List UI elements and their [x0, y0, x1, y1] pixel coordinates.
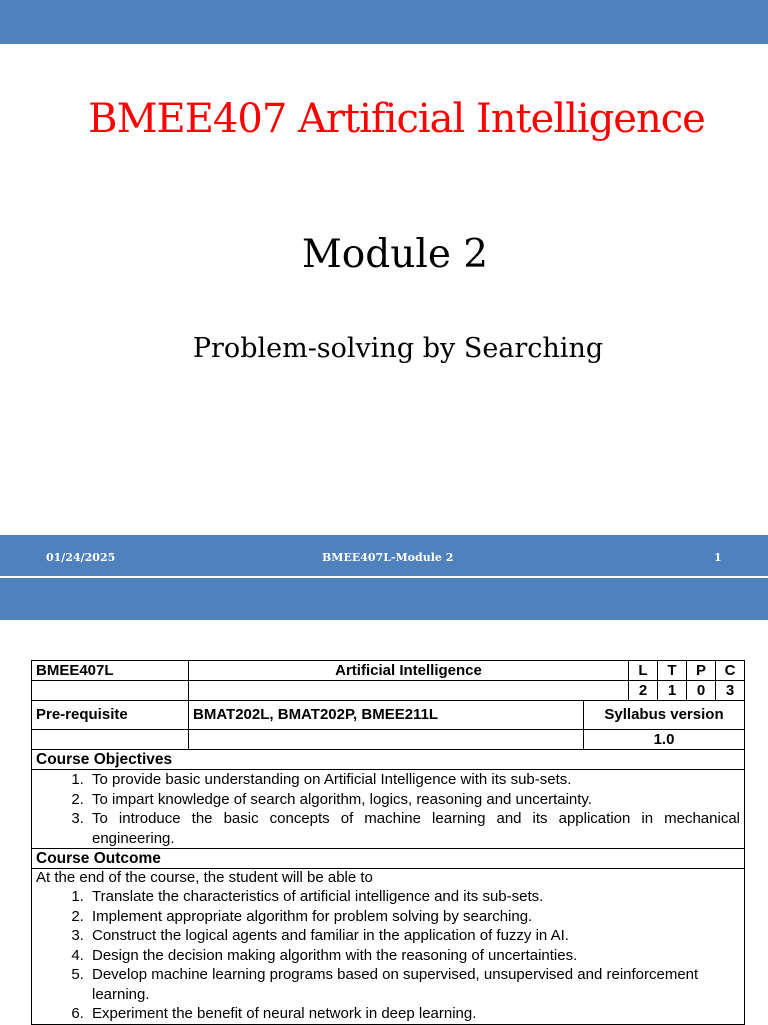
course-objectives-heading: Course Objectives — [32, 750, 745, 770]
slide-title: BMEE407 Artificial Intelligence — [88, 96, 705, 142]
outcome-header-row — [32, 849, 745, 869]
course-outcome-heading: Course Outcome — [32, 849, 745, 869]
objectives-list — [36, 770, 740, 848]
ltpc-header-c: C — [716, 661, 745, 681]
ltpc-value-c: 3 — [716, 681, 745, 701]
syllabus-version-row — [32, 730, 745, 750]
footer-date: 01/24/2025 — [46, 551, 116, 564]
course-code: BMEE407L — [32, 661, 189, 681]
outcomes-list — [36, 887, 740, 1024]
outcome-item: 6. Experiment the benefit of neural network in deep learning. — [88, 1004, 740, 1024]
objectives-header-row — [32, 750, 745, 770]
slide-top-bar — [0, 0, 768, 44]
objectives-row — [32, 770, 745, 849]
ltpc-value-t: 1 — [658, 681, 687, 701]
objective-item: 1. To provide basic understanding on Artificial Intelligence with its sub-sets. — [88, 770, 740, 790]
prereq-value: BMAT202L, BMAT202P, BMEE211L — [189, 701, 584, 730]
objective-item: 3. To introduce the basic concepts of machine learning and its application in mechanical engineering. — [88, 809, 740, 848]
ltpc-header-t: T — [658, 661, 687, 681]
outcome-item: 1. Translate the characteristics of artificial intelligence and its sub-sets. — [88, 887, 740, 907]
footer-page-number: 1 — [714, 551, 722, 564]
footer-title: BMEE407L-Module 2 — [322, 551, 454, 564]
ltpc-header-l: L — [629, 661, 658, 681]
module-heading: Module 2 — [301, 232, 489, 277]
objective-item: 2. To impart knowledge of search algorithm, logics, reasoning and uncertainty. — [88, 790, 740, 810]
course-title: Artificial Intelligence — [189, 661, 629, 681]
outcome-item: 2. Implement appropriate algorithm for problem solving by searching. — [88, 907, 740, 927]
syllabus-table — [31, 660, 745, 1025]
outcomes-row — [32, 869, 745, 1025]
ltpc-value-l: 2 — [629, 681, 658, 701]
prerequisite-row — [32, 701, 745, 730]
ltpc-header-p: P — [687, 661, 716, 681]
ltpc-values-row — [32, 681, 745, 701]
module-topic: Problem-solving by Searching — [192, 333, 604, 364]
slide-footer — [0, 535, 768, 576]
outcome-intro: At the end of the course, the student will be able to — [36, 869, 373, 886]
outcome-item: 4. Design the decision making algorithm with the reasoning of uncertainties. — [88, 946, 740, 966]
outcome-item: 3. Construct the logical agents and familiar in the application of fuzzy in AI. — [88, 926, 740, 946]
syllabus-version-value: 1.0 — [584, 730, 745, 750]
slide2-top-bar — [0, 578, 768, 620]
ltpc-value-p: 0 — [687, 681, 716, 701]
course-title-row — [32, 661, 745, 681]
syllabus-version-label: Syllabus version — [584, 701, 745, 730]
outcome-item: 5. Develop machine learning programs based on supervised, unsupervised and reinforcement learning. — [88, 965, 740, 1004]
prereq-label: Pre-requisite — [32, 701, 189, 730]
